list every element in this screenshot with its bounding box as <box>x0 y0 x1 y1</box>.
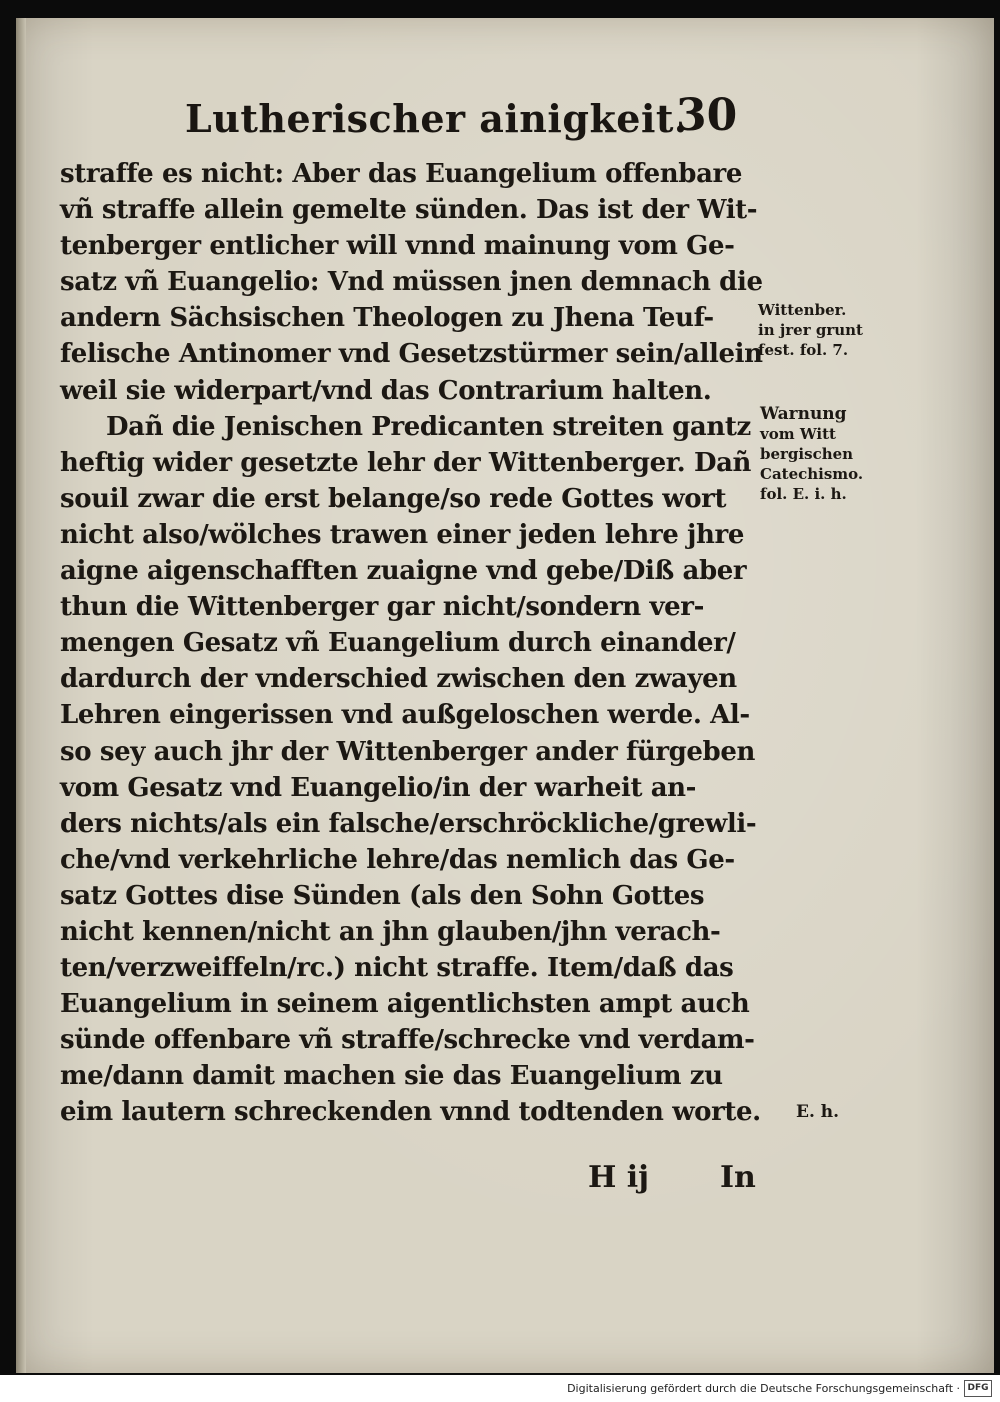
margin-note-line: Warnung <box>760 404 847 424</box>
text-line: nicht also/wölches trawen einer jeden lehre jhre <box>60 519 744 550</box>
text-line: Euangelium in seinem aigentlichsten ampt auch <box>60 989 750 1020</box>
margin-note <box>796 1102 839 1122</box>
text-line: aigne aigenschafften zuaigne vnd gebe/Diß aber <box>60 556 747 587</box>
text-line: felische Antinomer vnd Gesetzstürmer sein/allein <box>60 339 763 370</box>
text-line: satz vñ Euangelio: Vnd müssen jnen demnach die <box>60 267 763 298</box>
text-line: Dañ die Jenischen Predicanten streiten gantz <box>106 411 751 442</box>
margin-note <box>758 300 863 360</box>
text-line: nicht kennen/nicht an jhn glauben/jhn verach- <box>60 916 721 947</box>
footer-credit: Digitalisierung gefördert durch die Deutsche Forschungsgemeinschaft · <box>567 1382 960 1395</box>
text-line: me/dann damit machen sie das Euangelium zu <box>60 1061 723 1092</box>
footer-bar <box>0 1375 1000 1402</box>
dfg-logo: DFG <box>964 1380 992 1397</box>
margin-note-line: fest. fol. 7. <box>758 341 849 359</box>
text-line: che/vnd verkehrliche lehre/das nemlich das Ge- <box>60 844 735 875</box>
margin-note-line: Wittenber. <box>758 301 847 319</box>
text-line: thun die Wittenberger gar nicht/sondern ver- <box>60 592 704 623</box>
text-line: Lehren eingerissen vnd außgeloschen werde. Al- <box>60 700 750 731</box>
text-line: ten/verzweiffeln/rc.) nicht straffe. Item/daß das <box>60 953 734 984</box>
text-line: dardurch der vnderschied zwischen den zwayen <box>60 664 737 695</box>
page-gutter-edge <box>16 18 26 1373</box>
text-line: sünde offenbare vñ straffe/schrecke vnd verdam- <box>60 1025 755 1056</box>
text-line: so sey auch jhr der Wittenberger ander fürgeben <box>60 736 755 767</box>
text-line: ders nichts/als ein falsche/erschröckliche/grewli- <box>60 808 757 839</box>
text-line: souil zwar die erst belange/so rede Gottes wort <box>60 483 727 514</box>
margin-note-line: E. h. <box>796 1102 840 1122</box>
running-head: Lutherischer ainigkeit. <box>185 96 688 141</box>
margin-note-line: vom Witt <box>760 425 836 443</box>
catchword: In <box>720 1160 756 1195</box>
text-line: satz Gottes dise Sünden (als den Sohn Gottes <box>60 880 705 911</box>
margin-note-line: Catechismo. <box>760 465 864 483</box>
text-line: heftig wider gesetzte lehr der Wittenberger. Dañ <box>60 447 752 478</box>
margin-note-line: bergischen <box>760 445 854 463</box>
margin-note-line: fol. E. i. h. <box>760 485 847 503</box>
text-line: weil sie widerpart/vnd das Contrarium halten. <box>60 375 712 406</box>
text-line: eim lautern schreckenden vnnd todtenden worte. <box>60 1097 761 1128</box>
text-line: vom Gesatz vnd Euangelio/in der warheit an- <box>60 772 697 803</box>
margin-note <box>760 404 863 504</box>
text-line: straffe es nicht: Aber das Euangelium offenbare <box>60 159 742 189</box>
margin-note-line: in jrer grunt <box>758 321 863 339</box>
text-line: andern Sächsischen Theologen zu Jhena Teuf- <box>60 303 714 334</box>
folio-number: 30 <box>676 90 738 141</box>
text-line: vñ straffe allein gemelte sünden. Das ist der Wit- <box>60 195 758 226</box>
signature-mark: H ij <box>588 1160 650 1195</box>
text-line: tenberger entlicher will vnnd mainung vom Ge- <box>60 231 735 262</box>
body-text <box>60 156 763 1131</box>
text-line: mengen Gesatz vñ Euangelium durch einander/ <box>60 628 736 659</box>
